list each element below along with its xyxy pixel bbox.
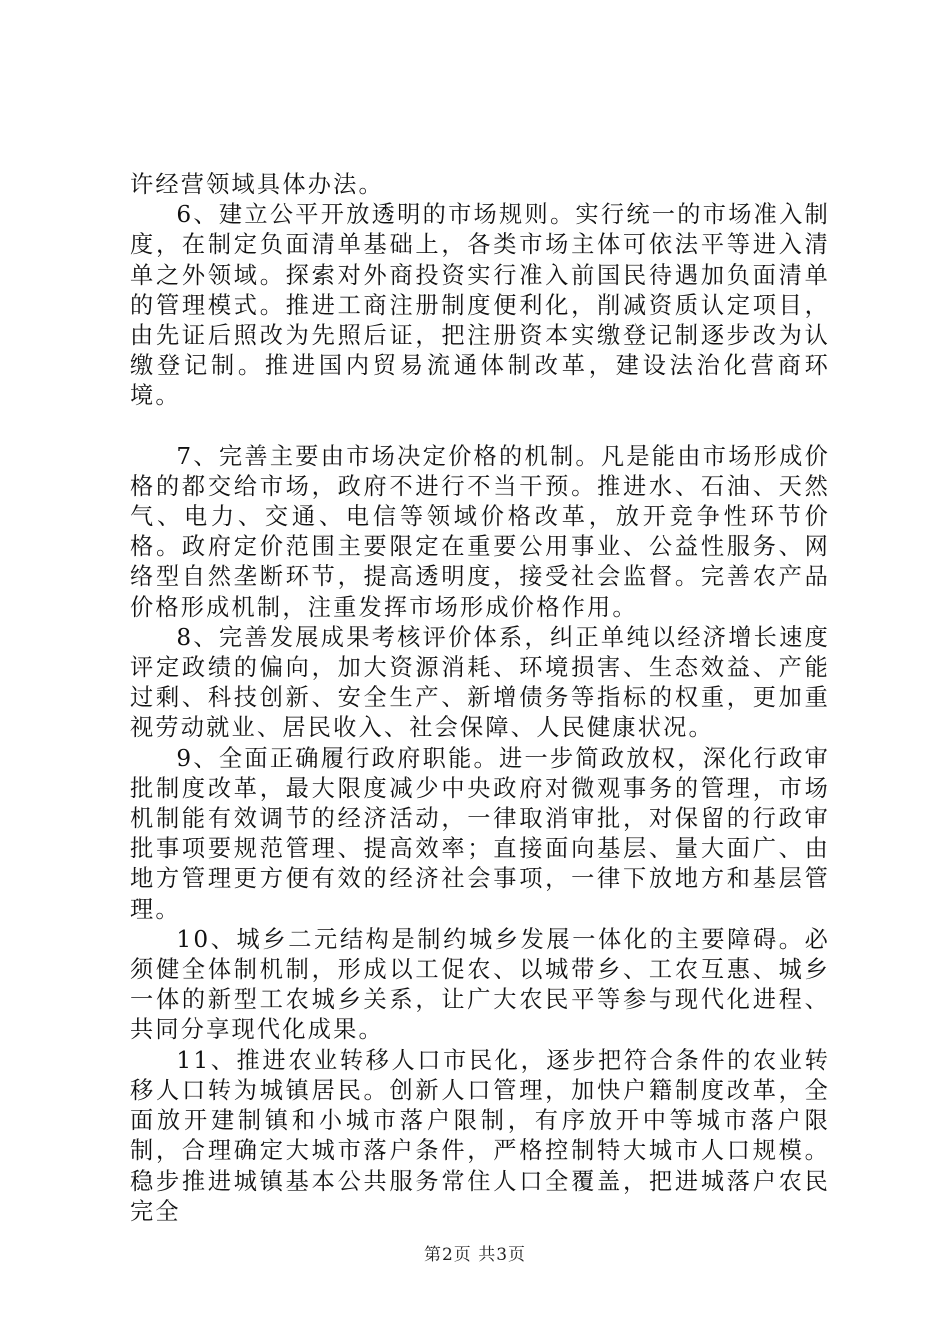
paragraph-10: 10、城乡二元结构是制约城乡发展一体化的主要障碍。必须健全体制机制，形成以工促农、以城带乡、工农互惠、城乡一体的新型工农城乡关系，让广大农民平等参与现代化进程、共同分享现代化成果。 [130, 925, 830, 1044]
document-body [130, 170, 830, 1227]
page-footer: 第2页 共3页 [423, 1245, 527, 1265]
paragraph-8: 8、完善发展成果考核评价体系，纠正单纯以经济增长速度评定政绩的偏向，加大资源消耗、环境损害、生态效益、产能过剩、科技创新、安全生产、新增债务等指标的权重，更加重视劳动就业、居民收入、社会保障、人民健康状况。 [130, 623, 830, 742]
paragraph-11: 11、推进农业转移人口市民化，逐步把符合条件的农业转移人口转为城镇居民。创新人口管理，加快户籍制度改革，全面放开建制镇和小城市落户限制，有序放开中等城市落户限制，合理确定大城市落户条件，严格控制特大城市人口规模。稳步推进城镇基本公共服务常住人口全覆盖，把进城落户农民完全 [130, 1046, 830, 1225]
paragraph-9: 9、全面正确履行政府职能。进一步简政放权，深化行政审批制度改革，最大限度减少中央政府对微观事务的管理，市场机制能有效调节的经济活动，一律取消审批，对保留的行政审批事项要规范管理、提高效率；直接面向基层、量大面广、由地方管理更方便有效的经济社会事项，一律下放地方和基层管理。 [130, 744, 830, 923]
paragraph-continued: 许经营领域具体办法。 [130, 171, 384, 198]
paragraph-6: 6、建立公平开放透明的市场规则。实行统一的市场准入制度，在制定负面清单基础上，各类市场主体可依法平等进入清单之外领域。探索对外商投资实行准入前国民待遇加负面清单的管理模式。推进工商注册制度便利化，削减资质认定项目，由先证后照改为先照后证，把注册资本实缴登记制逐步改为认缴登记制。推进国内贸易流通体制改革，建设法治化营商环境。 [130, 201, 830, 410]
paragraph-7: 7、完善主要由市场决定价格的机制。凡是能由市场形成价格的都交给市场，政府不进行不当干预。推进水、石油、天然气、电力、交通、电信等领域价格改革，放开竞争性环节价格。政府定价范围主要限定在重要公用事业、公益性服务、网络型自然垄断环节，提高透明度，接受社会监督。完善农产品价格形成机制，注重发挥市场形成价格作用。 [130, 442, 830, 621]
